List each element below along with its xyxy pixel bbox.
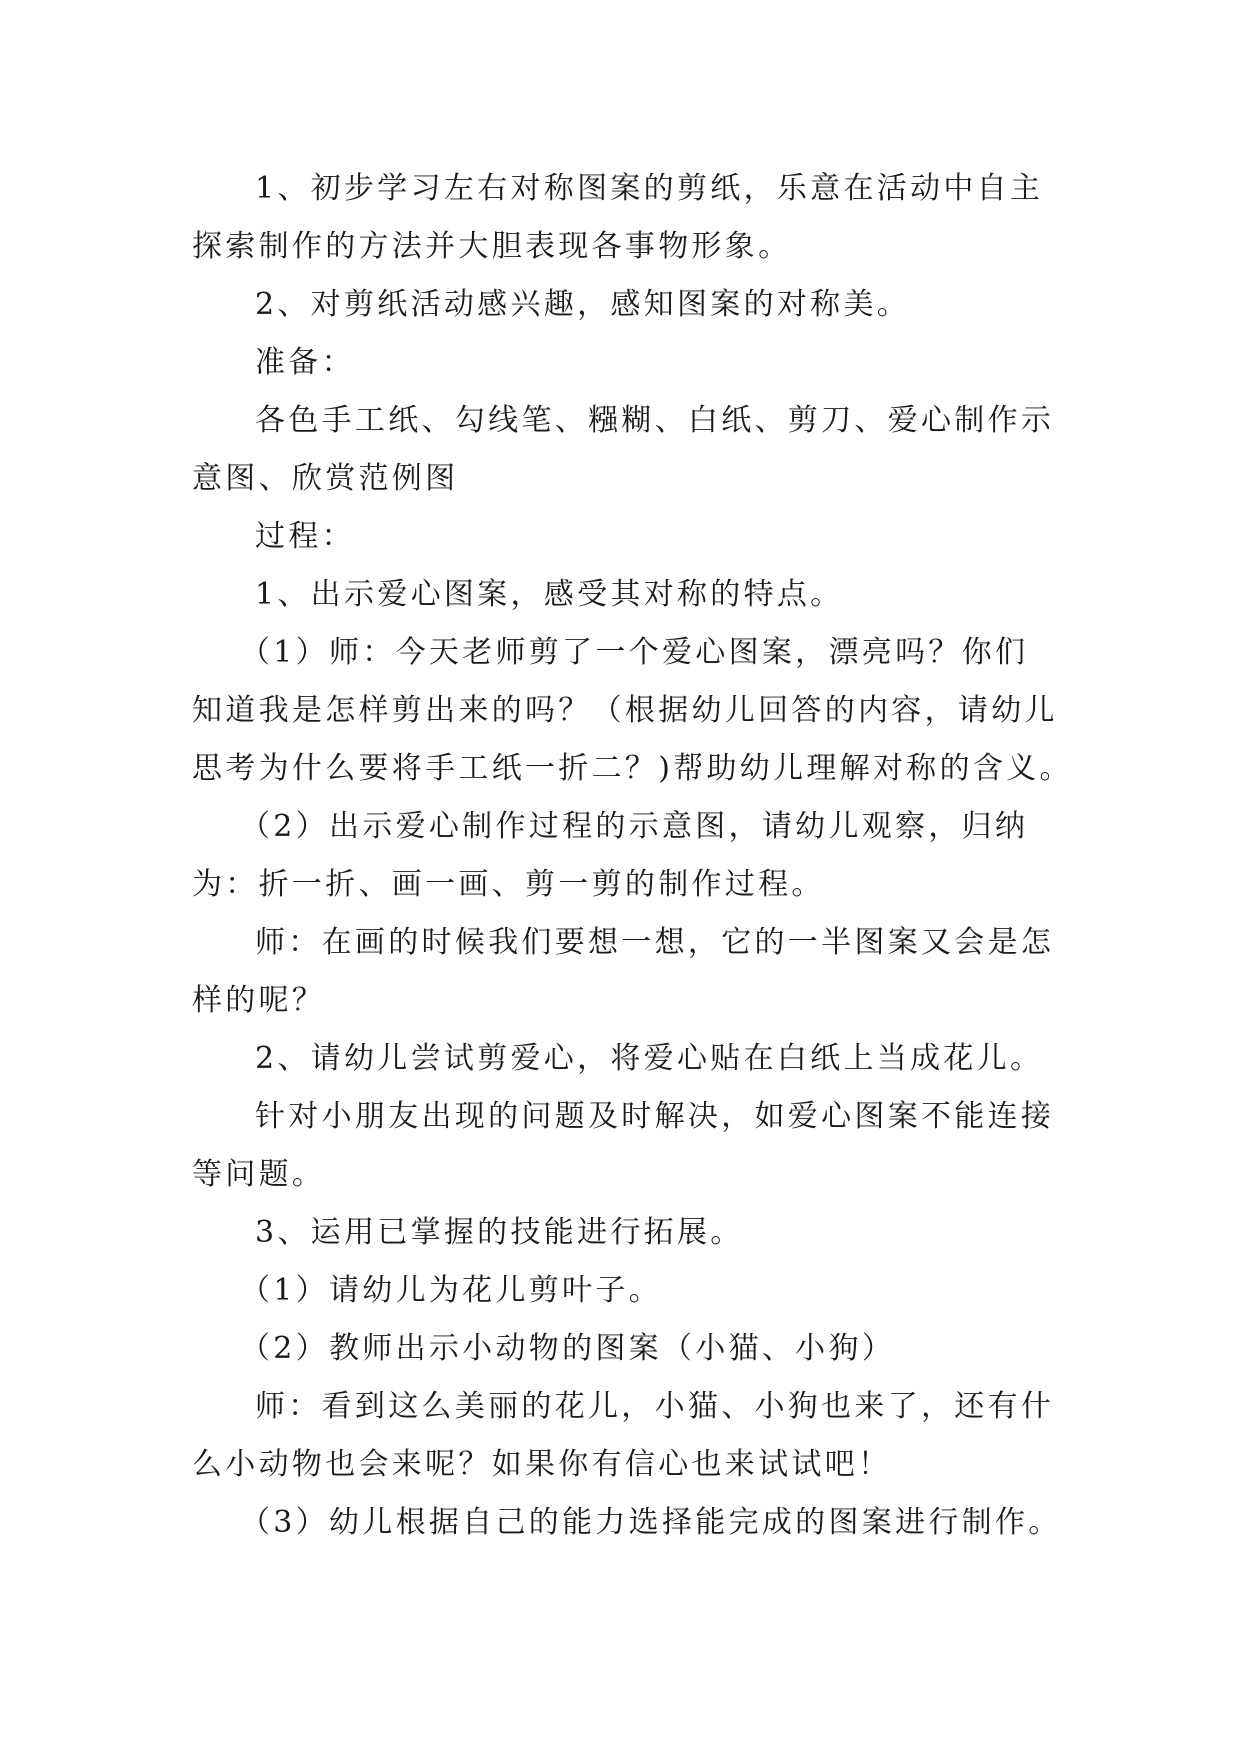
process-heading: 过程： xyxy=(255,519,355,554)
teacher-prompt-line-2: 么小动物也会来呢？如果你有信心也来试试吧！ xyxy=(192,1447,892,1482)
step-3-sub-2: （2）教师出示小动物的图案（小猫、小狗） xyxy=(240,1331,896,1366)
teacher-remark-line-2: 样的呢？ xyxy=(192,983,326,1018)
document-body xyxy=(192,160,1073,1552)
step-1-sub-1-line-3: 思考为什么要将手工纸一折二？)帮助幼儿理解对称的含义。 xyxy=(192,751,1073,786)
goal-1-line-2: 探索制作的方法并大胆表现各事物形象。 xyxy=(192,229,792,264)
step-3-sub-1: （1）请幼儿为花儿剪叶子。 xyxy=(240,1273,662,1308)
teacher-remark-line-1: 师：在画的时候我们要想一想，它的一半图案又会是怎 xyxy=(255,925,1055,960)
step-2: 2、请幼儿尝试剪爱心，将爱心贴在白纸上当成花儿。 xyxy=(255,1041,1044,1076)
materials-line-1: 各色手工纸、勾线笔、糨糊、白纸、剪刀、爱心制作示 xyxy=(255,403,1055,438)
step-3-sub-3: （3）幼儿根据自己的能力选择能完成的图案进行制作。 xyxy=(240,1505,1062,1540)
goal-1-line-1: 1、初步学习左右对称图案的剪纸，乐意在活动中自主 xyxy=(255,171,1044,206)
step-3: 3、运用已掌握的技能进行拓展。 xyxy=(255,1215,744,1250)
problem-solving-line-2: 等问题。 xyxy=(192,1157,326,1192)
step-1: 1、出示爱心图案，感受其对称的特点。 xyxy=(255,577,844,612)
problem-solving-line-1: 针对小朋友出现的问题及时解决，如爱心图案不能连接 xyxy=(255,1099,1055,1134)
step-1-sub-1-line-1: （1）师：今天老师剪了一个爱心图案，漂亮吗？你们 xyxy=(240,635,1029,670)
materials-line-2: 意图、欣赏范例图 xyxy=(192,461,459,496)
preparation-heading: 准备： xyxy=(255,345,355,380)
teacher-prompt-line-1: 师：看到这么美丽的花儿，小猫、小狗也来了，还有什 xyxy=(255,1389,1055,1424)
step-1-sub-1-line-2: 知道我是怎样剪出来的吗？（根据幼儿回答的内容，请幼儿 xyxy=(192,693,1058,728)
step-1-sub-2-line-2: 为：折一折、画一画、剪一剪的制作过程。 xyxy=(192,867,825,902)
step-1-sub-2-line-1: （2）出示爱心制作过程的示意图，请幼儿观察，归纳 xyxy=(240,809,1029,844)
goal-2: 2、对剪纸活动感兴趣，感知图案的对称美。 xyxy=(255,287,911,322)
